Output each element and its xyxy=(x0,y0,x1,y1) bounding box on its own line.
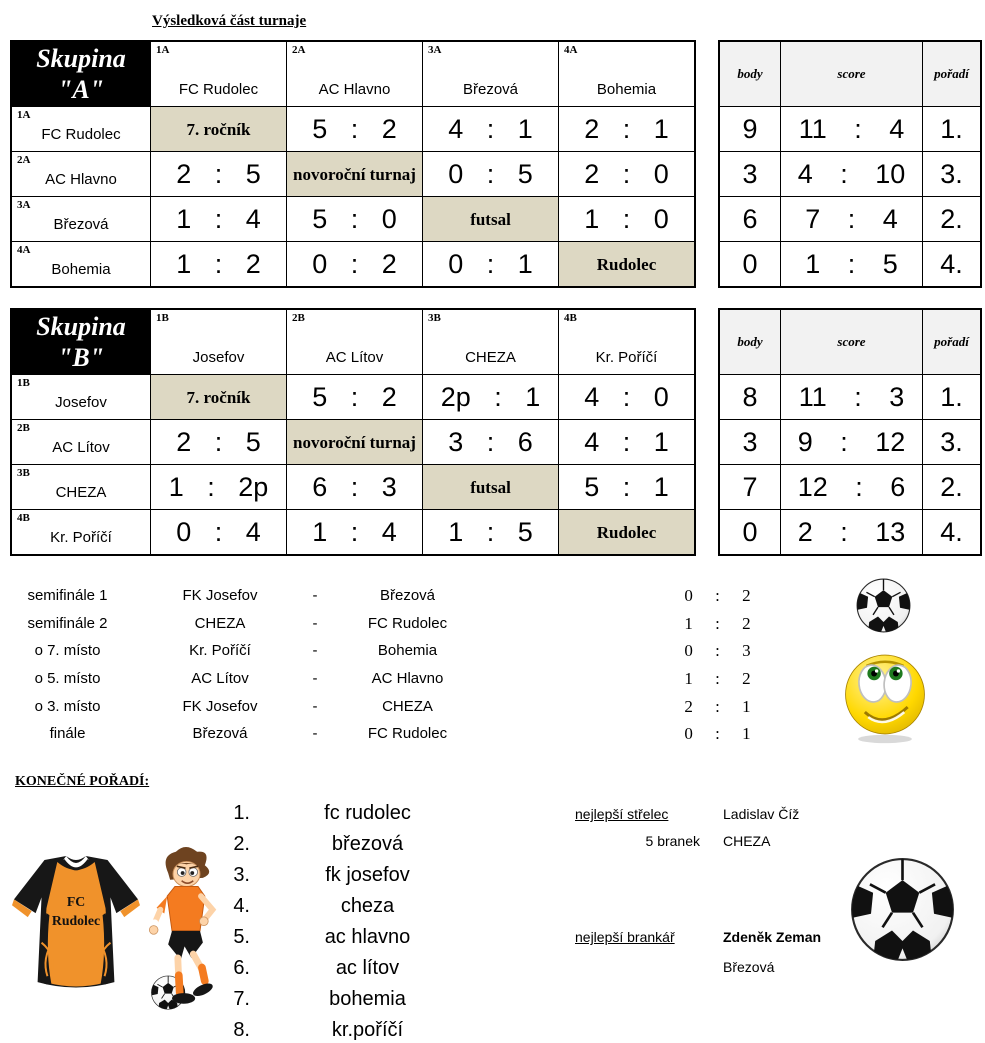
row-code: 4A xyxy=(17,244,31,256)
rank-cell: 1. xyxy=(923,107,980,151)
stats-header-rank: pořadí xyxy=(923,42,980,106)
rank-cell: 4. xyxy=(923,510,980,554)
col-team: CHEZA xyxy=(465,349,516,366)
home-team: AC Lítov xyxy=(191,670,249,687)
col-team: AC Lítov xyxy=(325,349,384,366)
home-team: Kr. Poříčí xyxy=(189,642,251,659)
col-header-1b xyxy=(151,310,286,374)
match-score: 0 : 1 xyxy=(684,724,751,743)
diagonal-cell: 7. ročník xyxy=(151,375,286,419)
rank-cell: 3. xyxy=(923,152,980,196)
row-team: CHEZA xyxy=(55,484,107,501)
group-b-header-cell xyxy=(12,310,150,374)
row-header-1a xyxy=(12,107,150,151)
col-code: 2A xyxy=(292,44,306,56)
group-title: Skupina xyxy=(36,44,126,73)
standings-row xyxy=(0,800,985,826)
playoff-row xyxy=(0,585,985,607)
match-cell: 5 : 2 xyxy=(287,107,422,151)
match-cell: 4 : 1 xyxy=(423,107,558,151)
kid-player-image xyxy=(145,844,227,1012)
dash-separator: - xyxy=(312,615,318,632)
match-cell: 1 : 2p xyxy=(151,465,286,509)
group-b-table xyxy=(10,308,696,556)
diagonal-cell: novoroční turnaj xyxy=(287,152,422,196)
goal-score-cell: 2 : 13 xyxy=(781,510,922,554)
row-header-2b xyxy=(12,420,150,464)
group-letter: "B" xyxy=(57,343,105,372)
standing-rank: 6. xyxy=(233,957,250,979)
standing-team: cheza xyxy=(340,895,395,917)
final-standings-heading: KONEČNÉ POŘADÍ: xyxy=(15,774,150,789)
match-cell: 1 : 5 xyxy=(423,510,558,554)
home-team: CHEZA xyxy=(194,615,246,632)
row-team: AC Lítov xyxy=(52,439,110,456)
rank-cell: 2. xyxy=(923,197,980,241)
top-scorer-team: CHEZA xyxy=(723,833,771,849)
points-cell: 0 xyxy=(720,510,780,554)
group-a-header-cell xyxy=(12,42,150,106)
away-team: CHEZA xyxy=(382,698,433,715)
away-team: FC Rudolec xyxy=(367,725,448,742)
points-cell: 9 xyxy=(720,107,780,151)
big-soccer-ball-image xyxy=(849,857,956,962)
col-header-1a xyxy=(151,42,286,106)
dash-separator: - xyxy=(312,587,318,604)
col-team: Josefov xyxy=(192,349,245,366)
row-code: 4B xyxy=(17,512,30,524)
col-header-3a xyxy=(423,42,558,106)
jersey-text-line2: Rudolec xyxy=(51,912,101,928)
top-keeper-name: Zdeněk Zeman xyxy=(723,929,822,945)
match-label: o 3. místo xyxy=(34,698,101,715)
row-team: AC Hlavno xyxy=(45,171,117,188)
match-cell: 0 : 1 xyxy=(423,242,558,286)
goal-score-cell: 12 : 6 xyxy=(781,465,922,509)
col-team: AC Hlavno xyxy=(318,81,391,98)
group-b-stats-table xyxy=(718,308,982,556)
row-team: Josefov xyxy=(55,394,107,411)
top-keeper-team: Březová xyxy=(723,959,775,975)
goal-score-cell: 7 : 4 xyxy=(781,197,922,241)
match-cell: 5 : 2 xyxy=(287,375,422,419)
row-header-3a xyxy=(12,197,150,241)
standing-rank: 8. xyxy=(233,1019,250,1041)
col-code: 1B xyxy=(156,312,169,324)
stats-header-score: score xyxy=(781,310,922,374)
col-team: FC Rudolec xyxy=(178,81,259,98)
diagonal-cell: Rudolec xyxy=(559,510,694,554)
dash-separator: - xyxy=(312,642,318,659)
row-code: 3B xyxy=(17,467,30,479)
row-header-1b xyxy=(12,375,150,419)
dash-separator: - xyxy=(312,670,318,687)
row-team: Bohemia xyxy=(51,261,111,278)
match-cell: 2 : 1 xyxy=(559,107,694,151)
col-team: Březová xyxy=(462,81,519,98)
standing-team: březová xyxy=(331,833,404,855)
match-cell: 5 : 0 xyxy=(287,197,422,241)
row-team: FC Rudolec xyxy=(41,126,121,143)
col-header-4b xyxy=(559,310,694,374)
row-header-2a xyxy=(12,152,150,196)
col-code: 1A xyxy=(156,44,170,56)
match-cell: 1 : 4 xyxy=(151,197,286,241)
top-scorer-label: nejlepší střelec xyxy=(575,806,669,822)
stats-header-body: body xyxy=(720,42,780,106)
playoff-row xyxy=(0,613,985,635)
standing-team: bohemia xyxy=(329,988,406,1010)
row-team: Kr. Poříčí xyxy=(50,529,112,546)
points-cell: 6 xyxy=(720,197,780,241)
col-header-2b xyxy=(287,310,422,374)
diagonal-cell: futsal xyxy=(423,197,558,241)
match-cell: 2 : 0 xyxy=(559,152,694,196)
col-team: Bohemia xyxy=(596,81,657,98)
top-keeper-label: nejlepší brankář xyxy=(575,929,675,945)
standing-rank: 5. xyxy=(233,926,250,948)
top-scorer-name: Ladislav Číž xyxy=(723,806,800,822)
match-cell: 0 : 5 xyxy=(423,152,558,196)
match-cell: 1 : 4 xyxy=(287,510,422,554)
stats-header-score: score xyxy=(781,42,922,106)
col-header-4a xyxy=(559,42,694,106)
goal-score-cell: 9 : 12 xyxy=(781,420,922,464)
home-team: FK Josefov xyxy=(182,698,258,715)
diagonal-cell: 7. ročník xyxy=(151,107,286,151)
stats-header-rank: pořadí xyxy=(923,310,980,374)
match-cell: 1 : 2 xyxy=(151,242,286,286)
dash-separator: - xyxy=(312,698,318,715)
match-cell: 2p : 1 xyxy=(423,375,558,419)
match-cell: 4 : 1 xyxy=(559,420,694,464)
jersey-image xyxy=(12,854,140,992)
soccer-ball-icon xyxy=(856,577,911,634)
match-score: 1 : 2 xyxy=(684,614,751,633)
match-label: semifinále 1 xyxy=(27,587,108,604)
match-score: 2 : 1 xyxy=(684,697,751,716)
standing-rank: 2. xyxy=(233,833,250,855)
col-code: 4B xyxy=(564,312,577,324)
away-team: Březová xyxy=(379,587,436,604)
match-label: o 5. místo xyxy=(34,670,101,687)
row-code: 1B xyxy=(17,377,30,389)
match-label: finále xyxy=(49,725,86,742)
standing-team: fk josefov xyxy=(325,864,410,886)
row-code: 2A xyxy=(17,154,31,166)
match-cell: 3 : 6 xyxy=(423,420,558,464)
match-cell: 1 : 0 xyxy=(559,197,694,241)
match-score: 1 : 2 xyxy=(684,669,751,688)
goal-score-cell: 1 : 5 xyxy=(781,242,922,286)
match-cell: 4 : 0 xyxy=(559,375,694,419)
playoff-row xyxy=(0,668,985,690)
col-code: 3B xyxy=(428,312,441,324)
match-cell: 5 : 1 xyxy=(559,465,694,509)
playoff-row xyxy=(0,640,985,662)
row-header-3b xyxy=(12,465,150,509)
row-header-4b xyxy=(12,510,150,554)
smiley-face-icon xyxy=(841,650,929,744)
row-code: 3A xyxy=(17,199,31,211)
col-code: 3A xyxy=(428,44,442,56)
jersey-text-line1: FC xyxy=(66,894,86,910)
group-a-table xyxy=(10,40,696,288)
rank-cell: 2. xyxy=(923,465,980,509)
row-header-4a xyxy=(12,242,150,286)
goal-score-cell: 11 : 4 xyxy=(781,107,922,151)
match-label: semifinále 2 xyxy=(27,615,108,632)
match-score: 0 : 3 xyxy=(684,641,751,660)
match-cell: 0 : 4 xyxy=(151,510,286,554)
goal-score-cell: 4 : 10 xyxy=(781,152,922,196)
match-cell: 2 : 5 xyxy=(151,420,286,464)
home-team: FK Josefov xyxy=(182,587,258,604)
match-score: 0 : 2 xyxy=(684,586,751,605)
goal-score-cell: 11 : 3 xyxy=(781,375,922,419)
col-header-3b xyxy=(423,310,558,374)
standings-row xyxy=(0,1017,985,1043)
row-code: 2B xyxy=(17,422,30,434)
standing-rank: 7. xyxy=(233,988,250,1010)
diagonal-cell: futsal xyxy=(423,465,558,509)
match-cell: 0 : 2 xyxy=(287,242,422,286)
top-scorer-goals: 5 branek xyxy=(645,833,700,849)
col-code: 4A xyxy=(564,44,578,56)
page-title: Výsledková část turnaje xyxy=(152,13,307,29)
group-a-stats-table xyxy=(718,40,982,288)
row-code: 1A xyxy=(17,109,31,121)
rank-cell: 4. xyxy=(923,242,980,286)
col-code: 2B xyxy=(292,312,305,324)
standing-rank: 1. xyxy=(233,802,250,824)
standing-team: kr.poříčí xyxy=(331,1019,404,1041)
diagonal-cell: Rudolec xyxy=(559,242,694,286)
row-team: Březová xyxy=(53,216,109,233)
playoff-row xyxy=(0,696,985,718)
points-cell: 3 xyxy=(720,420,780,464)
stats-header-body: body xyxy=(720,310,780,374)
points-cell: 8 xyxy=(720,375,780,419)
col-header-2a xyxy=(287,42,422,106)
match-cell: 6 : 3 xyxy=(287,465,422,509)
away-team: Bohemia xyxy=(377,642,438,659)
group-letter: "A" xyxy=(57,75,105,104)
standing-rank: 4. xyxy=(233,895,250,917)
points-cell: 7 xyxy=(720,465,780,509)
rank-cell: 3. xyxy=(923,420,980,464)
rank-cell: 1. xyxy=(923,375,980,419)
match-label: o 7. místo xyxy=(34,642,101,659)
dash-separator: - xyxy=(312,725,318,742)
group-title: Skupina xyxy=(36,312,126,341)
away-team: AC Hlavno xyxy=(371,670,444,687)
points-cell: 0 xyxy=(720,242,780,286)
playoff-row xyxy=(0,723,985,745)
standing-team: fc rudolec xyxy=(324,802,411,824)
standing-rank: 3. xyxy=(233,864,250,886)
standing-team: ac hlavno xyxy=(324,926,411,948)
home-team: Březová xyxy=(192,725,248,742)
match-cell: 2 : 5 xyxy=(151,152,286,196)
standing-team: ac lítov xyxy=(335,957,400,979)
away-team: FC Rudolec xyxy=(367,615,448,632)
col-team: Kr. Poříčí xyxy=(595,349,658,366)
points-cell: 3 xyxy=(720,152,780,196)
diagonal-cell: novoroční turnaj xyxy=(287,420,422,464)
